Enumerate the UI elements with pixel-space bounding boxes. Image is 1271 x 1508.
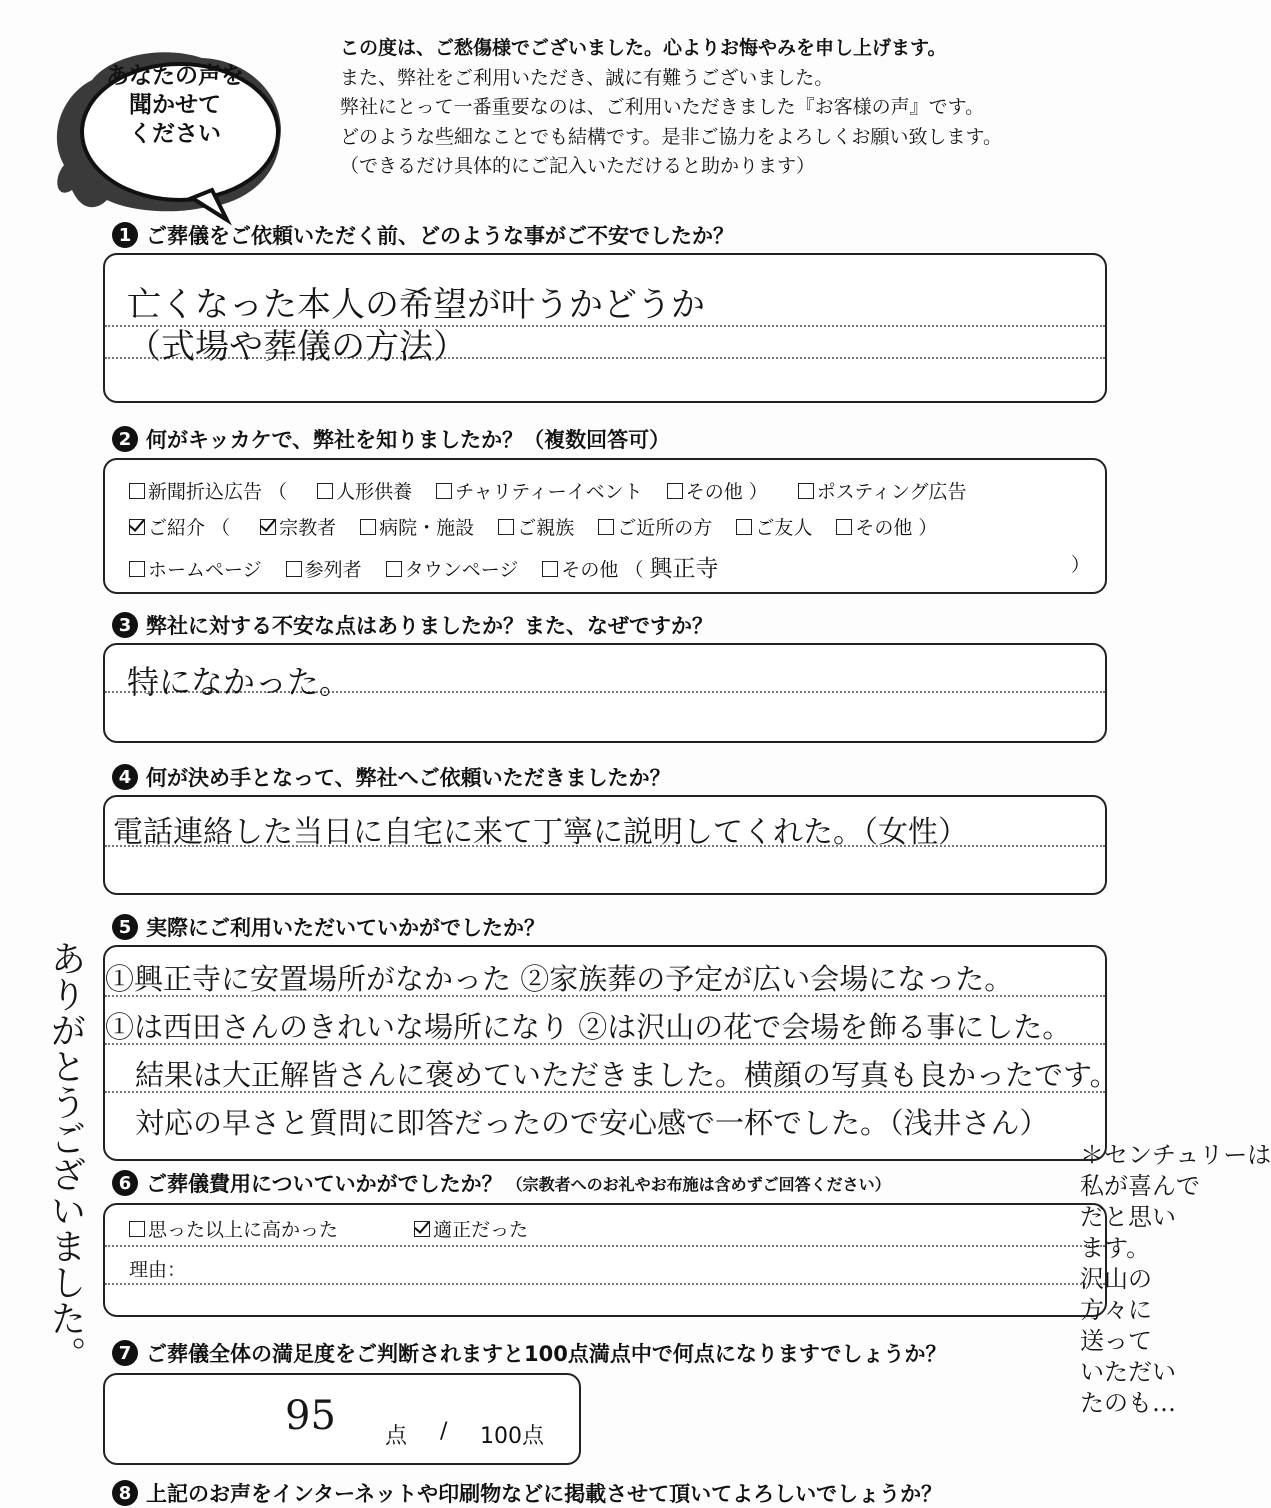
checkbox-icon (317, 483, 333, 499)
score-unit: 点 (385, 1424, 408, 1449)
question-text: ご葬儀費用についていかがでしたか？ (146, 1172, 503, 1196)
handwritten-answer: 特になかった。 (127, 663, 352, 701)
answer-box-6 (103, 1203, 1107, 1317)
intro-line: （できるだけ具体的にご記入いただけると助かります） (340, 155, 816, 177)
handwritten-answer: 亡くなった本人の希望が叶うかどうか (127, 285, 705, 325)
answer-box-1[interactable] (103, 253, 1107, 403)
answer-box-3[interactable] (103, 643, 1107, 743)
answer-box-2 (103, 458, 1107, 594)
option-relatives[interactable]: ご親族 (498, 513, 574, 540)
checkbox-icon (286, 561, 302, 577)
intro-line: 弊社にとって一番重要なのは、ご利用いただきました『お客様の声』です。 (340, 96, 985, 118)
voice-bubble (52, 40, 292, 220)
handwritten-answer: ①は西田さんのきれいな場所になり ②は沢山の花で会場を飾る事にした。 (105, 1010, 1072, 1044)
option-other-1[interactable]: その他 ） (667, 477, 774, 504)
option-charity[interactable]: チャリティーイベント (436, 477, 643, 504)
question-4 (112, 762, 671, 792)
question-5 (112, 912, 545, 942)
option-other-2[interactable]: その他 ） (836, 513, 943, 540)
question-number: 1 (112, 222, 138, 248)
checkbox-icon (667, 483, 683, 499)
checkbox-icon (498, 519, 514, 535)
checkbox-icon (736, 519, 752, 535)
question-text: 弊社に対する不安な点はありましたか？また、なぜですか？ (146, 614, 713, 638)
question-text: 実際にご利用いただいていかがでしたか？ (146, 916, 545, 940)
handwritten-answer: 結果は大正解皆さんに褒めていただきました。横顔の写真も良かったです。 (135, 1058, 1119, 1092)
checkbox-icon (129, 483, 145, 499)
option-row-1 (129, 477, 985, 504)
handwritten-other: 興正寺 (649, 556, 719, 582)
margin-note-right: ＊センチュリーは 私が喜んで だと思い ます。 沢山の 方々に 送って いただい たのも… (1080, 1141, 1271, 1417)
checkbox-icon (436, 483, 452, 499)
option-too-expensive[interactable]: 思った以上に高かった (129, 1215, 338, 1242)
checkbox-icon (360, 519, 376, 535)
handwritten-answer: ①興正寺に安置場所がなかった ②家族葬の予定が広い会場になった。 (105, 962, 1014, 996)
score-max: 100点 (480, 1424, 544, 1449)
option-townpage[interactable]: タウンページ (386, 555, 519, 582)
option-row-3 (129, 550, 736, 583)
option-other-3[interactable]: その他 （ 興正寺 (542, 550, 718, 583)
checkbox-icon (542, 561, 558, 577)
question-6 (112, 1168, 891, 1198)
option-referral[interactable]: ご紹介 （ (129, 513, 236, 540)
handwritten-answer: 電話連絡した当日に自宅に来て丁寧に説明してくれた。（女性） (113, 815, 968, 850)
checkbox-icon (836, 519, 852, 535)
checkbox-icon (598, 519, 614, 535)
option-appropriate[interactable]: 適正だった (414, 1215, 528, 1242)
question-number: 3 (112, 612, 138, 638)
answer-box-5[interactable] (103, 945, 1119, 1161)
score-slash: / (440, 1419, 448, 1444)
question-text: 何が決め手となって、弊社へご依頼いただきましたか？ (146, 766, 671, 790)
question-note: （宗教者へのお礼やお布施は含めずご回答ください） (506, 1174, 891, 1194)
intro-line: この度は、ご愁傷様でございました。心よりお悔やみを申し上げます。 (340, 37, 947, 59)
reason-label: 理由： (129, 1259, 187, 1281)
cost-options (129, 1215, 546, 1242)
question-number: 7 (112, 1340, 138, 1366)
question-number: 4 (112, 764, 138, 790)
option-friends[interactable]: ご友人 (736, 513, 812, 540)
option-doll[interactable]: 人形供養 (317, 477, 412, 504)
handwritten-answer: （式場や葬儀の方法） (127, 327, 467, 367)
margin-note-thanks: ありがとうございました。 (45, 940, 86, 1372)
question-number: 8 (112, 1480, 138, 1506)
intro-line: また、弊社をご利用いただき、誠に有難うございました。 (340, 66, 834, 89)
question-3 (112, 610, 713, 640)
closing-paren: ） (1071, 554, 1091, 576)
checked-checkbox-icon (129, 519, 145, 535)
option-newspaper[interactable]: 新聞折込広告 （ (129, 477, 293, 504)
question-1 (112, 220, 734, 250)
checkbox-icon (129, 1221, 145, 1237)
checkbox-icon (129, 561, 145, 577)
question-7 (112, 1338, 946, 1368)
question-8 (112, 1478, 942, 1508)
bubble-text: あなたの声を 聞かせて ください (106, 63, 244, 147)
checkbox-icon (386, 561, 402, 577)
intro-line: どのような些細なことでも結構です。是非ご協力をよろしくお願い致します。 (340, 125, 1002, 148)
handwritten-answer: 対応の早さと質問に即答だったので安心感で一杯でした。（浅井さん） (135, 1106, 1049, 1140)
checked-checkbox-icon (260, 519, 276, 535)
question-2 (112, 424, 670, 454)
score-box[interactable] (103, 1373, 581, 1465)
option-posting[interactable]: ポスティング広告 (798, 477, 967, 504)
option-attendee[interactable]: 参列者 (286, 555, 362, 582)
question-number: 5 (112, 914, 138, 940)
question-text: ご葬儀全体の満足度をご判断されますと100点満点中で何点になりますでしょうか？ (146, 1342, 947, 1366)
intro-text (340, 34, 1200, 182)
option-row-2 (129, 513, 961, 540)
question-text: 何がキッカケで、弊社を知りましたか？（複数回答可） (146, 428, 671, 452)
option-religious[interactable]: 宗教者 (260, 513, 336, 540)
question-number: 2 (112, 426, 138, 452)
checkbox-icon (798, 483, 814, 499)
option-hospital[interactable]: 病院・施設 (360, 513, 474, 540)
answer-box-4[interactable] (103, 795, 1107, 895)
question-text: 上記のお声をインターネットや印刷物などに掲載させて頂いてよろしいでしょうか？ (146, 1482, 943, 1506)
option-neighbors[interactable]: ご近所の方 (598, 513, 712, 540)
handwritten-score: 95 (285, 1393, 336, 1439)
question-number: 6 (112, 1170, 138, 1196)
question-text: ご葬儀をご依頼いただく前、どのような事がご不安でしたか？ (146, 224, 734, 248)
option-homepage[interactable]: ホームページ (129, 555, 262, 582)
checked-checkbox-icon (414, 1221, 430, 1237)
